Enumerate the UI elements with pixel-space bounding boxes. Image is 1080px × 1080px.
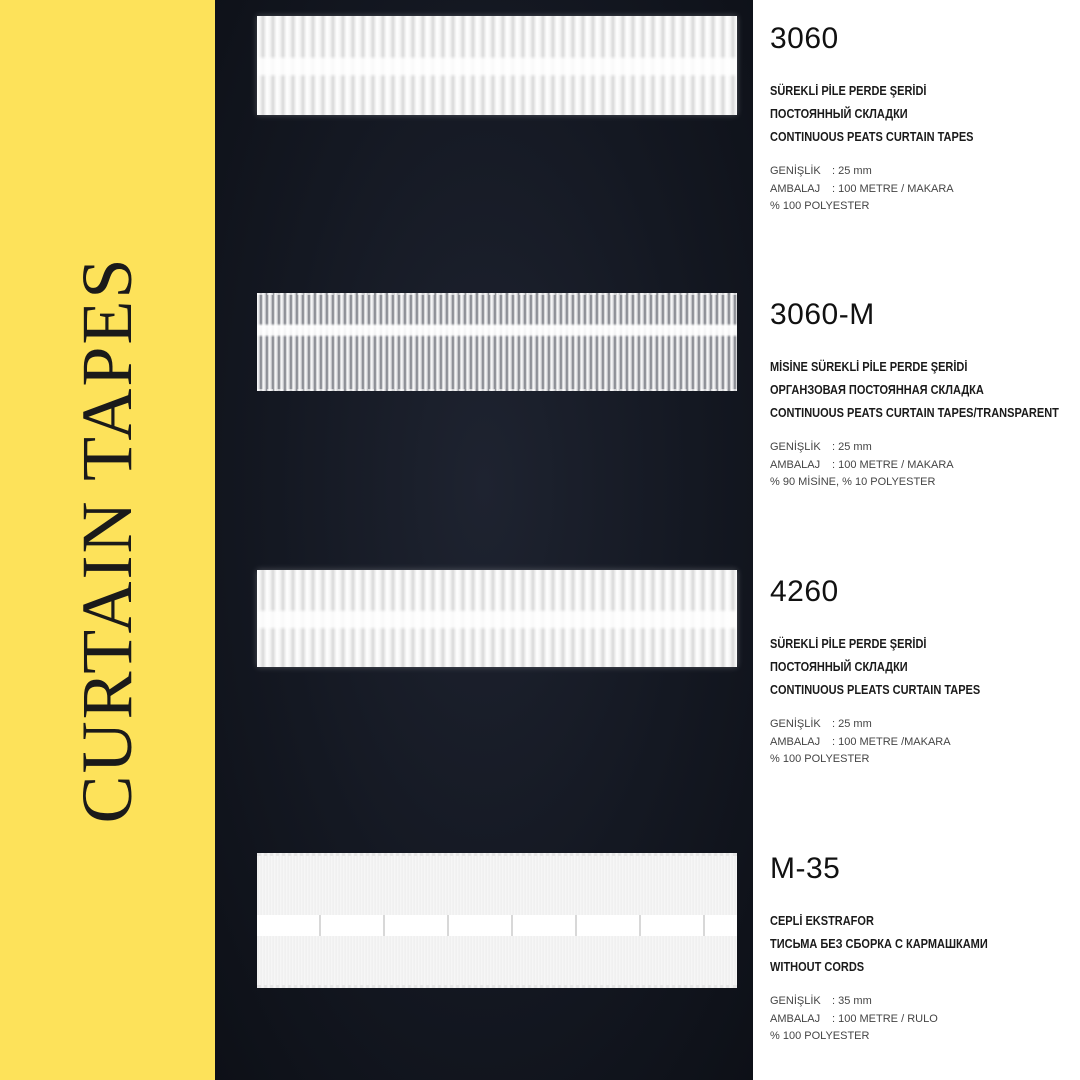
product-names (770, 356, 1070, 425)
spec-width (770, 993, 1070, 1011)
product-name-ru: ПОСТОЯННЫЙ СКЛАДКИ (770, 107, 908, 121)
product-specs (770, 993, 1070, 1046)
tape-image-m-35 (257, 853, 737, 988)
product-name-tr: SÜREKLİ PİLE PERDE ŞERİDİ (770, 84, 927, 98)
product-info-3060-m (770, 300, 1070, 492)
spec-packaging-label: AMBALAJ (770, 458, 821, 471)
spec-width-value: : 35 mm (832, 995, 872, 1007)
spec-material: % 90 MİSİNE, % 10 POLYESTER (770, 476, 936, 488)
product-code: M-35 (770, 852, 841, 885)
product-name-en: CONTINUOUS PEATS CURTAIN TAPES/TRANSPARENT (770, 406, 1059, 420)
product-specs (770, 163, 1070, 216)
spec-packaging-value: : 100 METRE / MAKARA (832, 182, 954, 195)
product-names (770, 80, 1070, 149)
product-name-ru: ТИСЬМА БЕЗ СБОРКА С КАРМАШКАМИ (770, 937, 988, 951)
product-code: 4260 (770, 575, 839, 608)
product-info-3060 (770, 24, 1070, 216)
spec-material: % 100 POLYESTER (770, 200, 870, 212)
product-name-en: CONTINUOUS PEATS CURTAIN TAPES (770, 130, 974, 144)
product-names (770, 910, 1070, 979)
spec-packaging-label: AMBALAJ (770, 735, 821, 748)
product-specs (770, 439, 1070, 492)
spec-packaging-value: : 100 METRE / MAKARA (832, 458, 954, 471)
spec-packaging-value: : 100 METRE /MAKARA (832, 735, 951, 748)
spec-width-value: : 25 mm (832, 165, 872, 177)
spec-width (770, 439, 1070, 457)
product-name-en: CONTINUOUS PLEATS CURTAIN TAPES (770, 683, 981, 697)
product-name-ru: ОРГАНЗОВАЯ ПОСТОЯННАЯ СКЛАДКА (770, 383, 984, 397)
spec-width-label: GENİŞLİK (770, 718, 821, 730)
spec-packaging (770, 181, 1070, 199)
product-info-4260 (770, 577, 1070, 769)
product-name-tr: MİSİNE SÜREKLİ PİLE PERDE ŞERİDİ (770, 360, 968, 374)
spec-material: % 100 POLYESTER (770, 1030, 870, 1042)
yellow-sidebar (0, 0, 215, 1080)
product-name-en: WITHOUT CORDS (770, 960, 865, 974)
product-info-m-35 (770, 854, 1070, 1046)
tape-image-3060 (257, 16, 737, 115)
catalog-title: CURTAIN TAPES (67, 256, 147, 824)
spec-width (770, 163, 1070, 181)
spec-packaging-label: AMBALAJ (770, 182, 821, 195)
spec-material: % 100 POLYESTER (770, 753, 870, 765)
spec-width-label: GENİŞLİK (770, 441, 821, 453)
spec-packaging-label: AMBALAJ (770, 1012, 821, 1025)
product-names (770, 633, 1070, 702)
spec-width-value: : 25 mm (832, 718, 872, 730)
spec-width-label: GENİŞLİK (770, 995, 821, 1007)
product-name-ru: ПОСТОЯННЫЙ СКЛАДКИ (770, 660, 908, 674)
product-name-tr: CEPLİ EKSTRAFOR (770, 914, 874, 928)
spec-packaging (770, 457, 1070, 475)
tape-image-4260 (257, 570, 737, 667)
spec-width (770, 716, 1070, 734)
tape-image-3060-m (257, 293, 737, 391)
product-code: 3060 (770, 22, 839, 55)
spec-packaging (770, 734, 1070, 752)
product-specs (770, 716, 1070, 769)
product-code: 3060-M (770, 298, 875, 331)
spec-width-label: GENİŞLİK (770, 165, 821, 177)
spec-packaging (770, 1011, 1070, 1029)
spec-width-value: : 25 mm (832, 441, 872, 453)
spec-packaging-value: : 100 METRE / RULO (832, 1012, 938, 1025)
tape-pocket-row (257, 915, 737, 936)
product-name-tr: SÜREKLİ PİLE PERDE ŞERİDİ (770, 637, 927, 651)
